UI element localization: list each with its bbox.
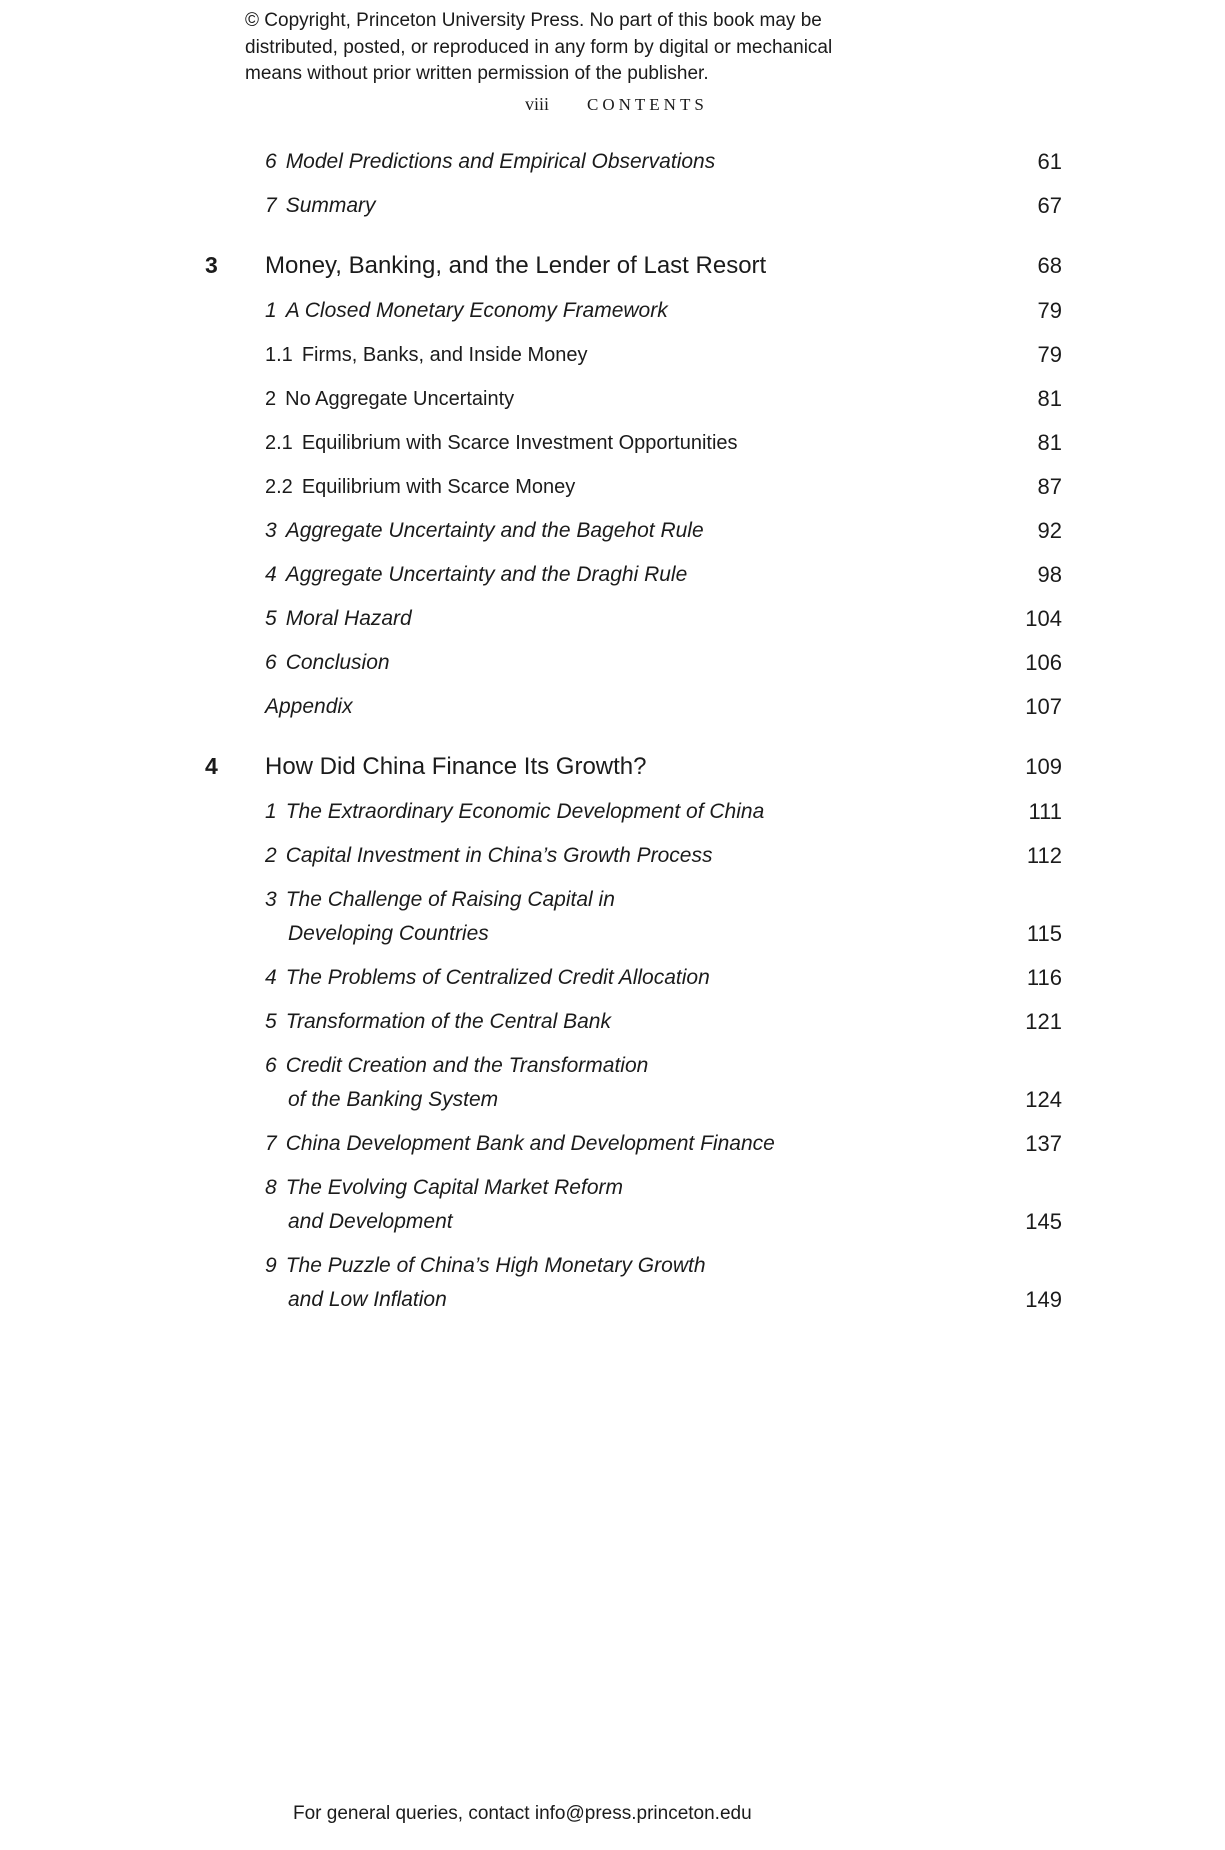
entry-title: [265, 602, 412, 636]
entry-page-number: 87: [1037, 474, 1062, 499]
entry-title: [265, 558, 687, 592]
entry-title-text: Firms, Banks, and Inside Money: [301, 344, 588, 366]
entry-title: [265, 514, 704, 548]
entry-title-line: [265, 1005, 611, 1039]
entry-title-text: Equilibrium with Scarce Money: [301, 476, 576, 498]
entry-title-line: [265, 514, 704, 548]
entry-number: 3: [205, 252, 218, 278]
running-head: [525, 94, 708, 115]
entry-title: [265, 883, 615, 951]
toc-entry: [205, 1249, 1062, 1317]
entry-number: 2: [265, 844, 277, 867]
entry-title-line: [205, 247, 766, 284]
entry-number: 5: [265, 1010, 277, 1033]
entry-title: [265, 189, 376, 223]
entry-number: 3: [265, 519, 277, 542]
running-head-title: CONTENTS: [587, 95, 708, 114]
entry-title-line: [265, 294, 668, 328]
toc-entry: [205, 1127, 1062, 1161]
entry-title-text: How Did China Finance Its Growth?: [265, 753, 647, 780]
entry-number: 3: [265, 888, 277, 911]
entry-title-text: Conclusion: [285, 651, 390, 674]
toc-entry: [205, 294, 1062, 328]
entry-page-number: 115: [1026, 921, 1062, 946]
entry-page-number: 81: [1037, 430, 1062, 455]
entry-number: 1.1: [265, 344, 293, 366]
entry-title-line: [265, 382, 514, 416]
entry-page-number: 61: [1037, 149, 1062, 174]
entry-title: [265, 1049, 648, 1117]
entry-title-text: Money, Banking, and the Lender of Last Resort: [265, 252, 767, 279]
entry-page-number: 68: [1037, 253, 1062, 278]
entry-page-number: 92: [1037, 518, 1062, 543]
entry-title-text: Aggregate Uncertainty and the Bagehot Rule: [285, 519, 704, 542]
entry-page-number: 67: [1037, 193, 1062, 218]
entry-page-number: 124: [1025, 1087, 1062, 1112]
entry-number: 1: [265, 299, 277, 322]
entry-title-continuation: of the Banking System: [288, 1088, 499, 1111]
entry-title-line: [265, 1127, 775, 1161]
entry-title-line: [265, 839, 713, 873]
entry-title-line: [265, 646, 390, 680]
entry-page-number: 145: [1025, 1209, 1062, 1234]
entry-number: 1: [265, 800, 277, 823]
entry-page-number: 104: [1025, 606, 1062, 631]
copyright-line: distributed, posted, or reproduced in any form by digital or mechanical: [245, 36, 833, 58]
toc-entry: [205, 338, 1062, 372]
entry-title-line: [265, 1049, 648, 1083]
entry-page-number: 116: [1026, 965, 1062, 990]
table-of-contents: [205, 145, 1062, 1317]
entry-title: [265, 294, 668, 328]
entry-title-line: [265, 470, 575, 504]
entry-title-text: Summary: [285, 194, 376, 217]
entry-title-line: [265, 189, 376, 223]
entry-title: [265, 338, 588, 372]
entry-number: 5: [265, 607, 277, 630]
toc-entry: [205, 189, 1062, 223]
entry-title-line: [265, 558, 687, 592]
toc-entry: [205, 690, 1062, 724]
entry-title-line: [265, 1249, 706, 1283]
toc-entry: [205, 839, 1062, 873]
toc-entry: [205, 426, 1062, 460]
entry-number: 2: [265, 388, 277, 410]
entry-title: [265, 382, 514, 416]
entry-page-number: 98: [1037, 562, 1062, 587]
entry-title-text: Moral Hazard: [285, 607, 412, 630]
entry-title: [265, 470, 575, 504]
page-folio: viii: [525, 94, 550, 114]
entry-page-number: 109: [1025, 754, 1062, 779]
entry-number: 6: [265, 150, 277, 173]
entry-title-line: [265, 338, 588, 372]
entry-title-text: Equilibrium with Scarce Investment Opportunities: [301, 432, 738, 454]
entry-number: 2.1: [265, 432, 293, 454]
entry-title: [205, 748, 647, 785]
entry-title-line: [265, 1171, 623, 1205]
entry-page-number: 149: [1025, 1287, 1062, 1312]
toc-entry: [205, 514, 1062, 548]
entry-title: [265, 690, 353, 724]
toc-entry: [205, 1171, 1062, 1239]
queries-footer: For general queries, contact info@press.princeton.edu: [293, 1803, 752, 1824]
entry-page-number: 111: [1028, 799, 1062, 824]
entry-title: [265, 1005, 611, 1039]
entry-title-line: [265, 145, 715, 179]
entry-title: [265, 426, 738, 460]
entry-number: 7: [265, 1132, 277, 1155]
copyright-notice: [245, 8, 832, 88]
entry-title-continuation: and Development: [288, 1210, 453, 1233]
entry-title-continuation: Developing Countries: [288, 922, 489, 945]
entry-title-text: Capital Investment in China’s Growth Process: [285, 844, 713, 867]
entry-title-line: [265, 795, 764, 829]
entry-page-number: 106: [1025, 650, 1062, 675]
toc-entry: [205, 646, 1062, 680]
toc-entry: [205, 961, 1062, 995]
entry-number: 4: [205, 753, 218, 779]
entry-title-text: The Evolving Capital Market Reform: [285, 1176, 623, 1199]
entry-page-number: 81: [1037, 386, 1062, 411]
entry-title-continuation: and Low Inflation: [288, 1288, 447, 1311]
entry-title-text: Appendix: [265, 695, 353, 718]
entry-number: 7: [265, 194, 277, 217]
entry-page-number: 107: [1025, 694, 1062, 719]
entry-number: 6: [265, 651, 277, 674]
entry-title-line: [265, 690, 353, 724]
entry-number: 9: [265, 1254, 277, 1277]
entry-title: [265, 839, 713, 873]
entry-title: [205, 247, 766, 284]
entry-title-text: Transformation of the Central Bank: [285, 1010, 611, 1033]
toc-entry: [205, 470, 1062, 504]
entry-title: [265, 1127, 775, 1161]
entry-title: [265, 1249, 706, 1317]
toc-entry: [205, 602, 1062, 636]
entry-title-text: Model Predictions and Empirical Observations: [285, 150, 716, 173]
entry-number: 2.2: [265, 476, 293, 498]
entry-number: 4: [265, 966, 277, 989]
copyright-line: means without prior written permission of the publisher.: [245, 63, 709, 84]
toc-entry: [205, 247, 1062, 284]
entry-title: [265, 795, 764, 829]
entry-title-text: The Problems of Centralized Credit Allocation: [285, 966, 710, 989]
entry-title-line: [265, 602, 412, 636]
toc-entry: [205, 748, 1062, 785]
entry-title-line: [265, 961, 710, 995]
copyright-line: © Copyright, Princeton University Press. No part of this book may be: [245, 10, 822, 31]
entry-title: [265, 1171, 623, 1239]
toc-entry: [205, 1049, 1062, 1117]
entry-title-text: Credit Creation and the Transformation: [285, 1054, 649, 1077]
entry-page-number: 79: [1037, 298, 1062, 323]
entry-title-line: [265, 426, 738, 460]
toc-entry: [205, 558, 1062, 592]
entry-page-number: 137: [1025, 1131, 1062, 1156]
entry-title-text: Aggregate Uncertainty and the Draghi Rule: [285, 563, 688, 586]
toc-entry: [205, 795, 1062, 829]
entry-page-number: 112: [1026, 843, 1062, 868]
toc-entry: [205, 883, 1062, 951]
toc-entry: [205, 145, 1062, 179]
entry-title-text: The Challenge of Raising Capital in: [285, 888, 615, 911]
entry-title-line: [205, 748, 647, 785]
entry-number: 4: [265, 563, 277, 586]
entry-number: 6: [265, 1054, 277, 1077]
entry-title-text: China Development Bank and Development Finance: [285, 1132, 775, 1155]
entry-title: [265, 961, 710, 995]
entry-title-text: The Extraordinary Economic Development of China: [285, 800, 765, 823]
entry-title: [265, 145, 715, 179]
entry-page-number: 121: [1025, 1009, 1062, 1034]
entry-title-text: A Closed Monetary Economy Framework: [285, 299, 668, 322]
toc-entry: [205, 1005, 1062, 1039]
entry-page-number: 79: [1037, 342, 1062, 367]
entry-title-text: The Puzzle of China’s High Monetary Growth: [285, 1254, 706, 1277]
entry-title: [265, 646, 390, 680]
entry-number: 8: [265, 1176, 277, 1199]
toc-entry: [205, 382, 1062, 416]
entry-title-text: No Aggregate Uncertainty: [285, 388, 515, 410]
entry-title-line: [265, 883, 615, 917]
